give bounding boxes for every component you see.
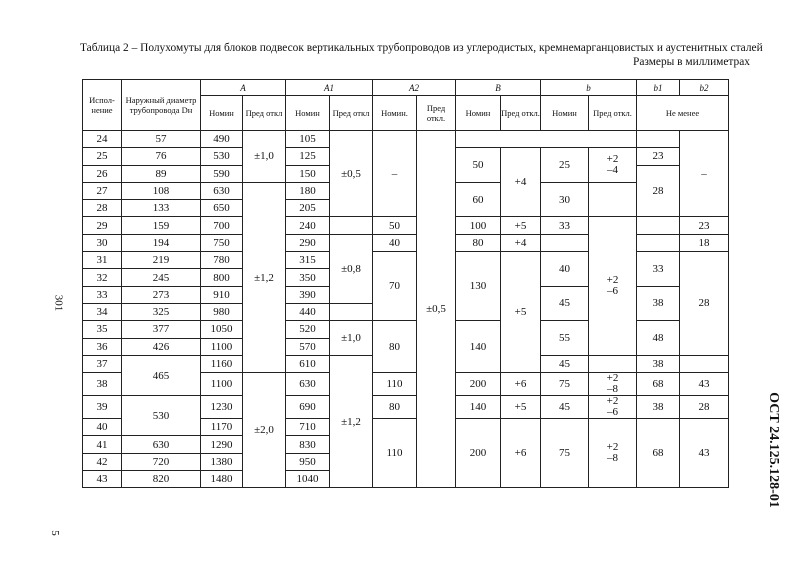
cell-b1: 28 — [637, 165, 680, 217]
cell-b: 33 — [541, 217, 589, 234]
cell-A: 530 — [201, 148, 243, 165]
cell-d: 630 — [122, 436, 201, 453]
header-A1: A1 — [286, 80, 373, 96]
cell-b: 75 — [541, 373, 589, 396]
cell-B-tol: +5 — [501, 252, 541, 373]
cell-isp: 41 — [83, 436, 122, 453]
cell-d: 426 — [122, 338, 201, 355]
cell-b1-empty — [637, 131, 680, 148]
header-A2-tol: Пред откл. — [417, 96, 456, 131]
cell-b2: 43 — [680, 419, 729, 488]
table-row — [83, 217, 729, 234]
cell-isp: 38 — [83, 373, 122, 396]
cell-b: 25 — [541, 148, 589, 183]
cell-isp: 36 — [83, 338, 122, 355]
cell-d: 194 — [122, 234, 201, 251]
sheet-number: 5 — [48, 530, 61, 536]
header-b-tol: Пред откл. — [589, 96, 637, 131]
cell-A2-tol: ±0,5 — [417, 131, 456, 488]
cell-A1: 610 — [286, 355, 330, 372]
cell-A2: 110 — [373, 419, 417, 488]
cell-isp: 27 — [83, 182, 122, 199]
cell-A1: 690 — [286, 396, 330, 419]
table-row — [83, 131, 729, 148]
units-note: Размеры в миллиметрах — [632, 56, 750, 68]
cell-A1-tol: ±0,8 — [330, 234, 373, 303]
cell-b1: 48 — [637, 321, 680, 356]
cell-B-tol: +6 — [501, 419, 541, 488]
header-B-nomin: Номин — [456, 96, 501, 131]
cell-b2: 43 — [680, 373, 729, 396]
cell-A: 1380 — [201, 453, 243, 470]
cell-isp: 30 — [83, 234, 122, 251]
header-A1-nomin: Номин — [286, 96, 330, 131]
cell-d: 530 — [122, 396, 201, 436]
cell-B-tol: +5 — [501, 217, 541, 234]
cell-A: 910 — [201, 286, 243, 303]
cell-A1-tol: ±1,2 — [330, 355, 373, 487]
cell-b2-empty — [680, 355, 729, 372]
cell-b: 75 — [541, 419, 589, 488]
cell-A2: 40 — [373, 234, 417, 251]
cell-A: 650 — [201, 200, 243, 217]
cell-isp: 43 — [83, 471, 122, 488]
cell-b: 45 — [541, 396, 589, 419]
header-b1: b1 — [637, 80, 680, 96]
cell-A1-tol-empty — [330, 217, 373, 234]
cell-b-tol-empty — [589, 355, 637, 372]
cell-A1: 570 — [286, 338, 330, 355]
header-b-nomin: Номин — [541, 96, 589, 131]
cell-A1: 240 — [286, 217, 330, 234]
table-title: Таблица 2 – Полухомуты для блоков подвесок вертикальных трубопроводов из углеродистых, кремнемарганцовистых и аустенитных сталей — [80, 42, 763, 54]
cell-A1: 150 — [286, 165, 330, 182]
cell-B: 60 — [456, 182, 501, 217]
cell-A: 1100 — [201, 338, 243, 355]
cell-A-tol: ±2,0 — [243, 373, 286, 488]
cell-A1: 105 — [286, 131, 330, 148]
cell-b2: 18 — [680, 234, 729, 251]
cell-A1: 710 — [286, 419, 330, 436]
cell-A1: 390 — [286, 286, 330, 303]
header-A1-tol: Пред откл — [330, 96, 373, 131]
cell-d: 273 — [122, 286, 201, 303]
cell-b1-empty — [637, 217, 680, 234]
cell-d: 820 — [122, 471, 201, 488]
cell-A: 1100 — [201, 373, 243, 396]
cell-d: 159 — [122, 217, 201, 234]
cell-B: 200 — [456, 373, 501, 396]
header-ispolnenie: Испол-нение — [83, 80, 122, 131]
cell-d: 377 — [122, 321, 201, 338]
cell-isp: 40 — [83, 419, 122, 436]
cell-b1: 38 — [637, 286, 680, 321]
cell-A: 800 — [201, 269, 243, 286]
cell-A1-tol: ±1,0 — [330, 321, 373, 356]
header-A-nomin: Номин — [201, 96, 243, 131]
cell-B: 140 — [456, 396, 501, 419]
cell-A-tol: ±1,2 — [243, 182, 286, 372]
cell-b1-empty — [637, 234, 680, 251]
cell-b: 30 — [541, 182, 589, 217]
header-ne-menee: Не менее — [637, 96, 729, 131]
cell-b-tol-empty — [589, 182, 637, 217]
cell-isp: 26 — [83, 165, 122, 182]
cell-A2: 50 — [373, 217, 417, 234]
cell-b1: 33 — [637, 252, 680, 287]
header-b2: b2 — [680, 80, 729, 96]
cell-B-tol: +4 — [501, 234, 541, 251]
cell-d: 108 — [122, 182, 201, 199]
cell-A1: 1040 — [286, 471, 330, 488]
cell-b1: 68 — [637, 373, 680, 396]
cell-b1: 23 — [637, 148, 680, 165]
cell-b1: 38 — [637, 396, 680, 419]
cell-A2: 80 — [373, 396, 417, 419]
cell-b-tol: +2 –8 — [589, 373, 637, 396]
cell-b: 45 — [541, 286, 589, 321]
cell-A: 630 — [201, 182, 243, 199]
cell-isp: 24 — [83, 131, 122, 148]
cell-A1: 125 — [286, 148, 330, 165]
table-caption — [80, 41, 763, 69]
page-number: 301 — [52, 294, 65, 312]
cell-A: 1050 — [201, 321, 243, 338]
cell-A1: 950 — [286, 453, 330, 470]
cell-A2: – — [373, 131, 417, 217]
cell-A1: 440 — [286, 303, 330, 320]
cell-A1: 520 — [286, 321, 330, 338]
cell-B-tol: +6 — [501, 373, 541, 396]
cell-A2: 70 — [373, 252, 417, 321]
cell-d: 325 — [122, 303, 201, 320]
cell-A: 750 — [201, 234, 243, 251]
cell-isp: 28 — [83, 200, 122, 217]
cell-isp: 29 — [83, 217, 122, 234]
cell-d: 245 — [122, 269, 201, 286]
cell-b-tol: +2 –6 — [589, 217, 637, 355]
cell-A: 490 — [201, 131, 243, 148]
cell-isp: 25 — [83, 148, 122, 165]
cell-isp: 31 — [83, 252, 122, 269]
cell-B: 100 — [456, 217, 501, 234]
cell-isp: 34 — [83, 303, 122, 320]
cell-b1: 68 — [637, 419, 680, 488]
cell-b: 45 — [541, 355, 589, 372]
cell-b-tol: +2 –6 — [589, 396, 637, 419]
header-A2-nomin: Номин. — [373, 96, 417, 131]
cell-A1-tol: ±0,5 — [330, 131, 373, 217]
cell-A: 1160 — [201, 355, 243, 372]
cell-b-empty — [541, 234, 589, 251]
cell-isp: 39 — [83, 396, 122, 419]
cell-B-b-empty — [456, 131, 637, 148]
cell-A: 980 — [201, 303, 243, 320]
cell-isp: 42 — [83, 453, 122, 470]
cell-isp: 37 — [83, 355, 122, 372]
cell-b1: 38 — [637, 355, 680, 372]
cell-A1: 350 — [286, 269, 330, 286]
cell-b2: 28 — [680, 396, 729, 419]
cell-isp: 35 — [83, 321, 122, 338]
cell-A: 1230 — [201, 396, 243, 419]
header-A2: A2 — [373, 80, 456, 96]
cell-A: 780 — [201, 252, 243, 269]
cell-A: 1480 — [201, 471, 243, 488]
cell-d: 76 — [122, 148, 201, 165]
header-b: b — [541, 80, 637, 96]
cell-A1: 290 — [286, 234, 330, 251]
header-A-tol: Пред откл — [243, 96, 286, 131]
cell-b2: 23 — [680, 217, 729, 234]
cell-B-tol: +4 — [501, 148, 541, 217]
table-row — [83, 396, 729, 419]
cell-b: 55 — [541, 321, 589, 356]
cell-B: 140 — [456, 321, 501, 373]
cell-d: 219 — [122, 252, 201, 269]
cell-b-tol: +2 –4 — [589, 148, 637, 183]
cell-d: 465 — [122, 355, 201, 395]
cell-B: 50 — [456, 148, 501, 183]
cell-A2: 110 — [373, 373, 417, 396]
cell-A1: 315 — [286, 252, 330, 269]
cell-b-tol: +2 –8 — [589, 419, 637, 488]
header-B: B — [456, 80, 541, 96]
cell-A-tol: ±1,0 — [243, 131, 286, 183]
header-B-tol: Пред откл. — [501, 96, 541, 131]
cell-A2: 80 — [373, 321, 417, 373]
cell-B: 80 — [456, 234, 501, 251]
cell-d: 133 — [122, 200, 201, 217]
cell-isp: 33 — [83, 286, 122, 303]
cell-A: 700 — [201, 217, 243, 234]
cell-B-tol: +5 — [501, 396, 541, 419]
cell-b: 40 — [541, 252, 589, 287]
cell-d: 57 — [122, 131, 201, 148]
cell-A1: 830 — [286, 436, 330, 453]
cell-A: 1170 — [201, 419, 243, 436]
cell-b2: – — [680, 131, 729, 217]
cell-A1: 205 — [286, 200, 330, 217]
header-A: A — [201, 80, 286, 96]
cell-d: 89 — [122, 165, 201, 182]
cell-d: 720 — [122, 453, 201, 470]
cell-A1: 180 — [286, 182, 330, 199]
standard-designation: ОСТ 24.125.128-01 — [765, 392, 781, 508]
cell-isp: 32 — [83, 269, 122, 286]
cell-b2: 28 — [680, 252, 729, 356]
dimensions-table — [82, 79, 729, 488]
cell-B: 130 — [456, 252, 501, 321]
cell-A: 590 — [201, 165, 243, 182]
cell-A: 1290 — [201, 436, 243, 453]
cell-B: 200 — [456, 419, 501, 488]
header-diameter: Наружный диаметр трубопровода Dн — [122, 80, 201, 131]
cell-A1: 630 — [286, 373, 330, 396]
